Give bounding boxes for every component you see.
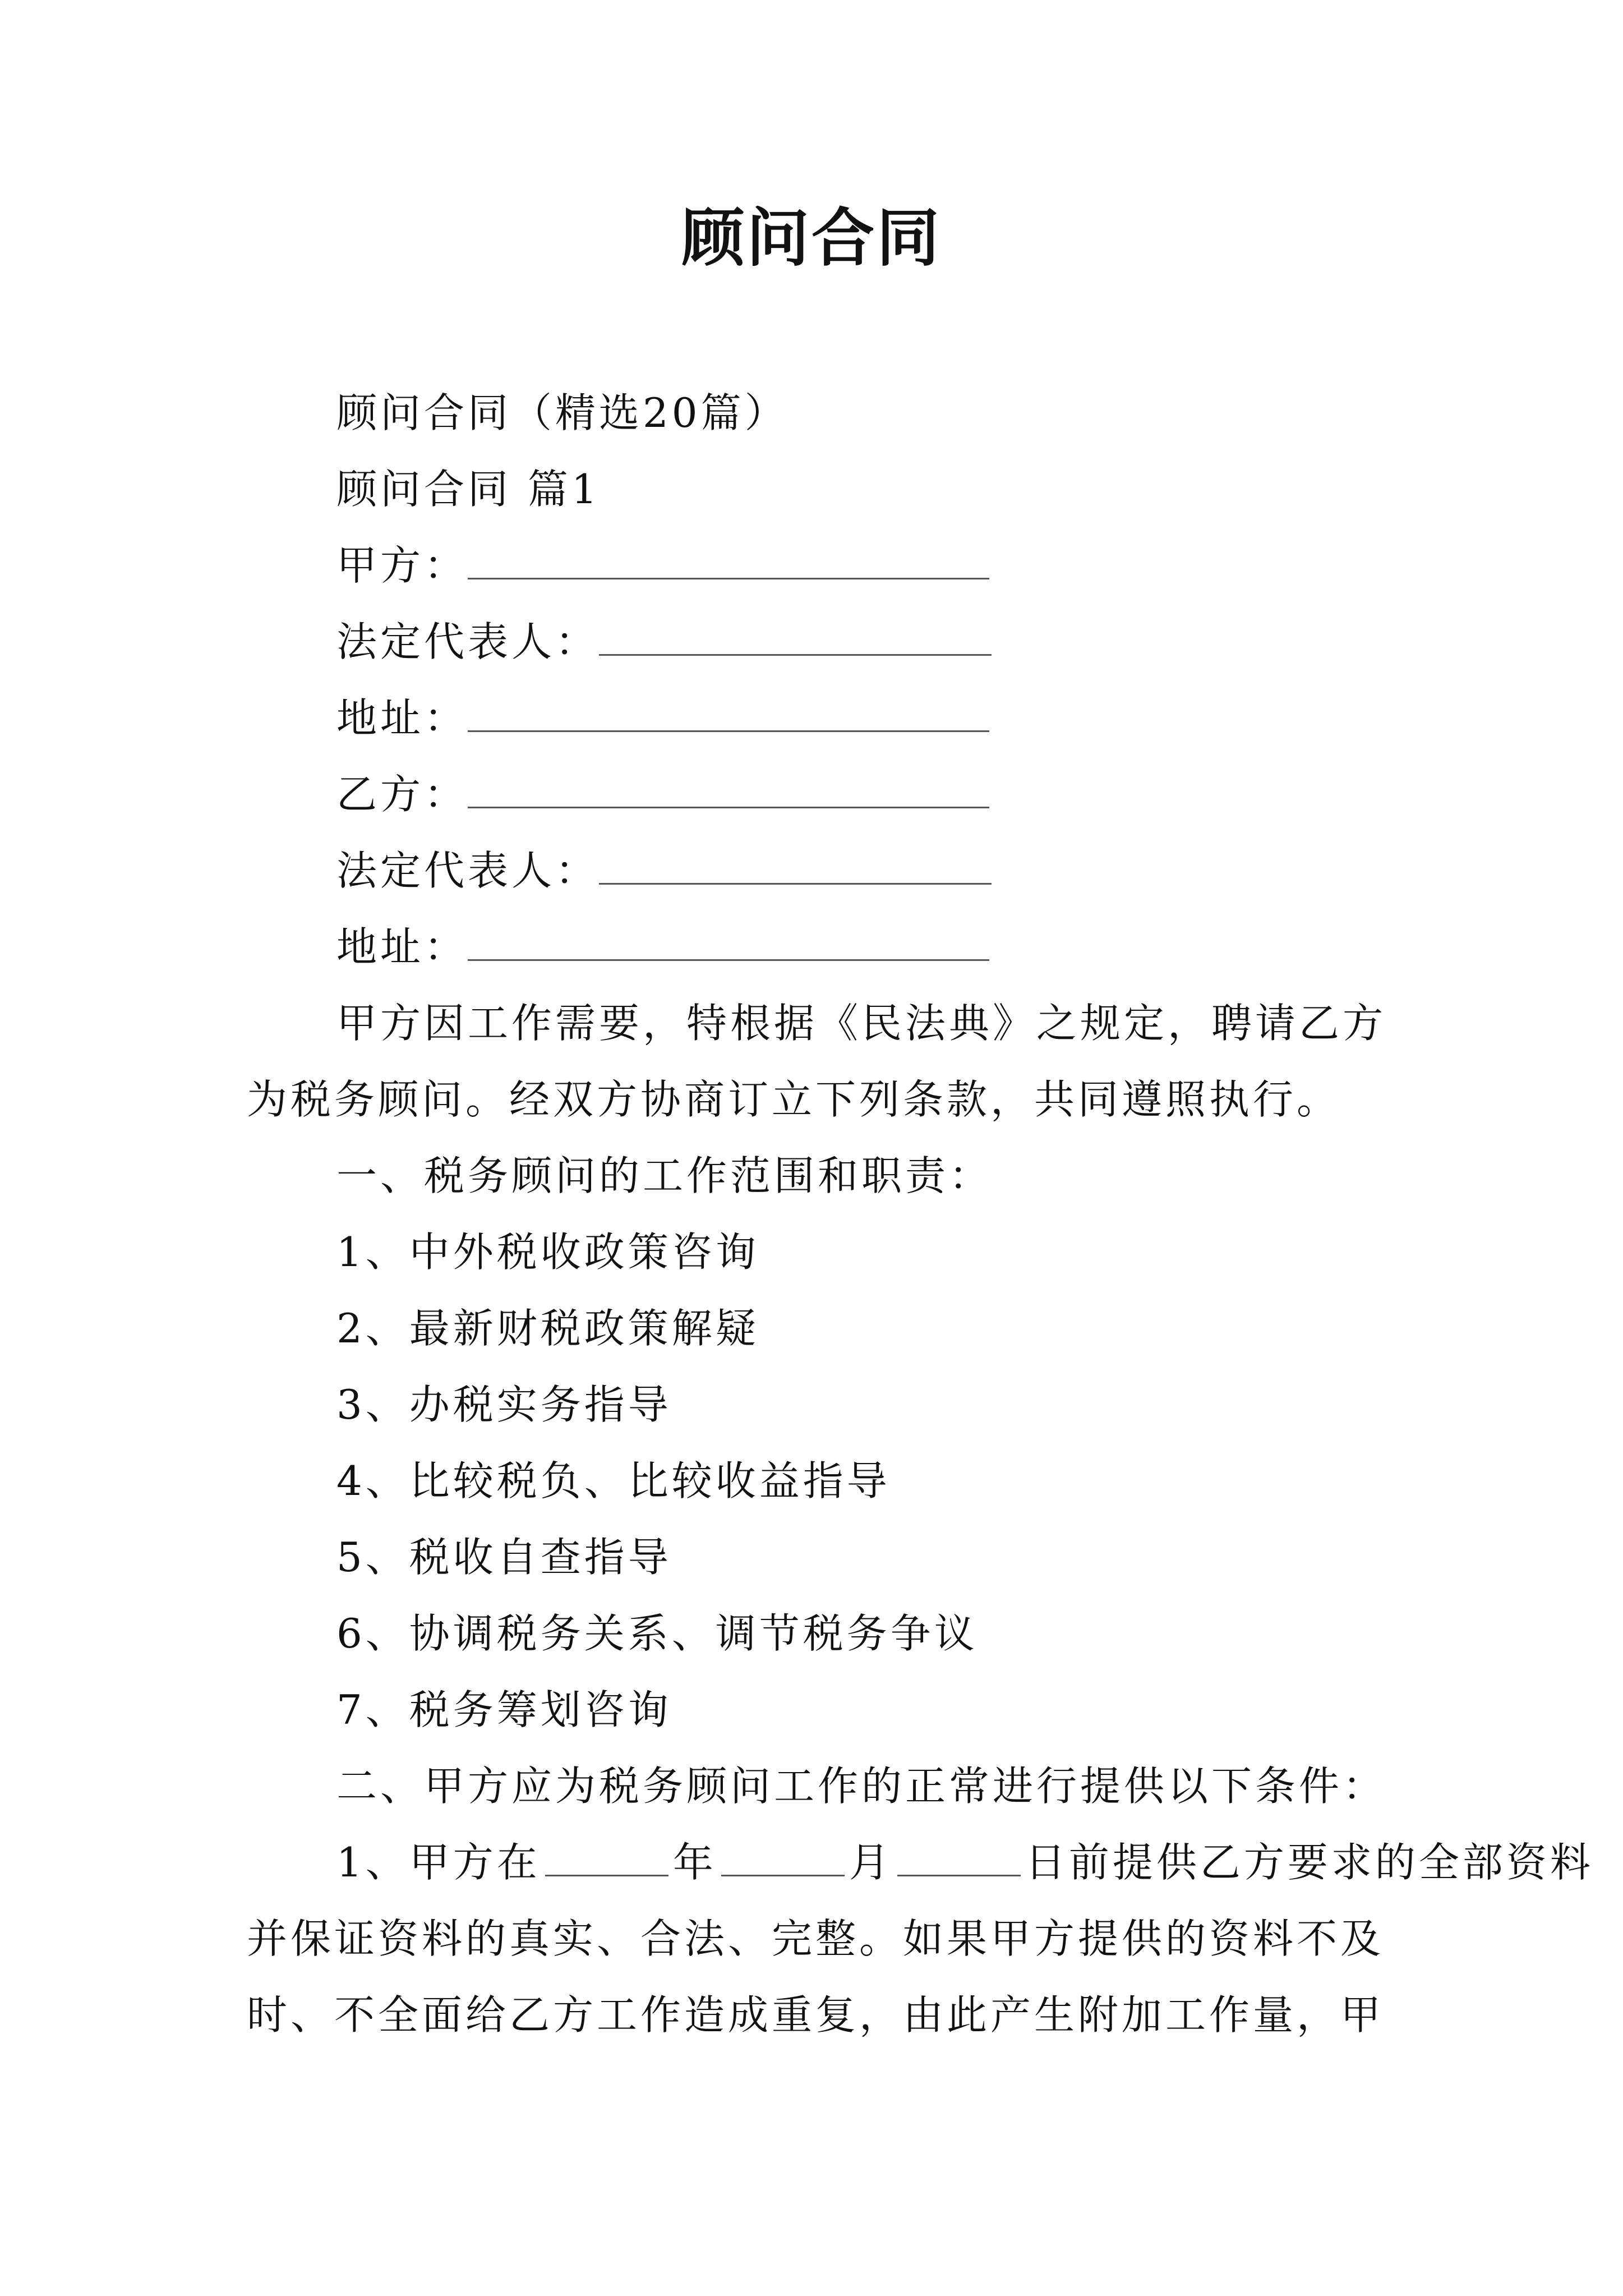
clause-1-item-5: 5、税收自查指导 [336, 1534, 672, 1581]
party-b-rep-blank [599, 848, 992, 885]
day-blank [897, 1840, 1021, 1876]
clause-2-para-1-start: 1、甲方在 [336, 1839, 541, 1886]
section-heading: 顾问合同 篇1 [336, 466, 601, 513]
clause-1-item-1: 1、中外税收政策咨询 [336, 1228, 759, 1276]
party-b-blank [468, 772, 989, 808]
document-title: 顾问合同 [681, 201, 942, 275]
party-b-field [336, 767, 989, 821]
clause-2-para-1-rest: 日前提供乙方要求的全部资料 [1025, 1839, 1594, 1886]
year-label: 年 [672, 1839, 717, 1886]
clause-1-item-4: 4、比较税负、比较收益指导 [336, 1457, 891, 1504]
party-a-field [336, 539, 989, 592]
party-a-rep-field [336, 615, 992, 669]
party-b-label: 乙方： [336, 771, 468, 818]
party-b-rep-field [336, 844, 992, 898]
party-a-blank [468, 543, 989, 579]
party-b-addr-field [336, 920, 989, 974]
month-label: 月 [849, 1839, 893, 1886]
intro-line-2: 为税务顾问。经双方协商订立下列条款，共同遵照执行。 [247, 1076, 1341, 1123]
clause-1-item-6: 6、协调税务关系、调节税务争议 [336, 1610, 978, 1657]
clause-2-para-1-line-1 [336, 1835, 1594, 1889]
month-blank [721, 1840, 845, 1876]
clause-1-item-2: 2、最新财税政策解疑 [336, 1305, 759, 1352]
party-b-addr-label: 地址： [336, 923, 468, 970]
intro-line-1: 甲方因工作需要，特根据《民法典》之规定，聘请乙方 [336, 1000, 1387, 1047]
clause-1-item-3: 3、办税实务指导 [336, 1381, 672, 1428]
clause-1-item-7: 7、税务筹划咨询 [336, 1686, 672, 1733]
party-b-addr-blank [468, 924, 989, 961]
clause-2-para-1-line-2: 并保证资料的真实、合法、完整。如果甲方提供的资料不及 [247, 1915, 1385, 1962]
year-blank [545, 1840, 668, 1876]
party-a-rep-label: 法定代表人： [336, 618, 600, 665]
clause-2-para-1-line-3: 时、不全面给乙方工作造成重复，由此产生附加工作量，甲 [247, 1991, 1385, 2039]
party-a-addr-field [336, 691, 989, 745]
clause-2-title: 二、甲方应为税务顾问工作的正常进行提供以下条件： [336, 1763, 1387, 1810]
subtitle: 顾问合同（精选20篇） [336, 389, 789, 436]
party-b-rep-label: 法定代表人： [336, 847, 600, 894]
party-a-label: 甲方： [336, 542, 468, 589]
party-a-addr-blank [468, 696, 989, 732]
party-a-addr-label: 地址： [336, 694, 468, 742]
clause-1-title: 一、税务顾问的工作范围和职责： [336, 1152, 993, 1199]
party-a-rep-blank [599, 619, 992, 656]
